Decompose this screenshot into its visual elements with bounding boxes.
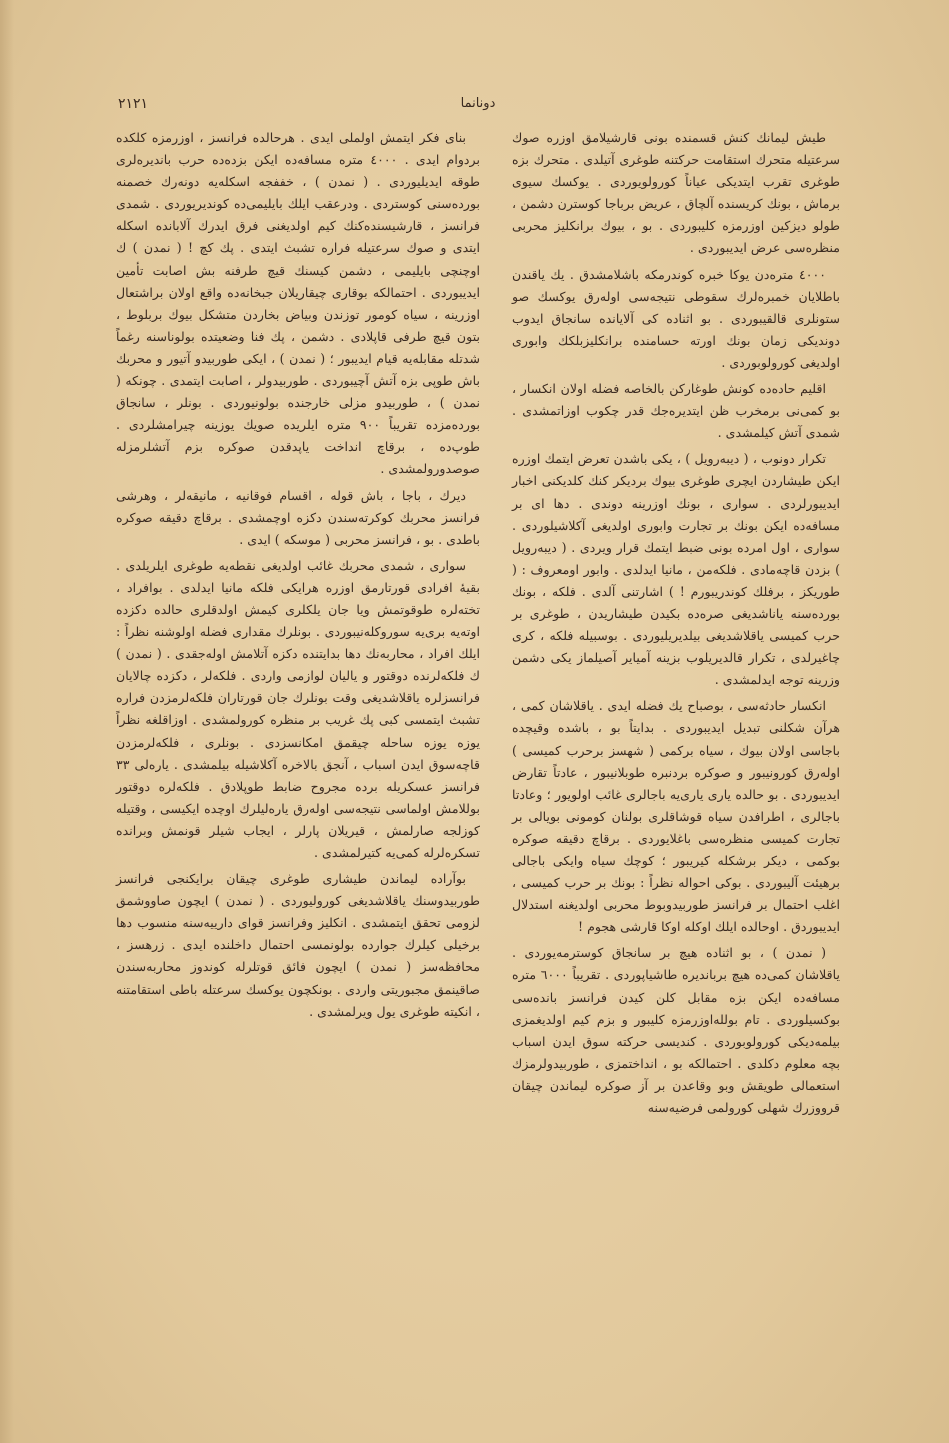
- paragraph: اقلیم حادەده كونش طوغاركن بالخاصه فضله اولان انكسار ، بو كمی‌نی برمخرب ظن ایتدیره‌جك قدر چكوب اوزاتمشدی . شمدی آتش كیلمشدی .: [512, 381, 840, 441]
- paragraph: سواری ، شمدی محربك غائب اولدیغی نقطه‌یه طوغری ایلریلدی . بقیهٔ افرادی قورتارمق اوزره هرایكی فلكه مانیا ایدلدی . بوافراد ، تخته‌لره طوقوتمش ویا جان یلكلری كیمش اولدقلری حالده دكزده اوته‌یه بری‌یه سوروكله‌نیبوردی . بونلرك مقداری فضله اولوشنه نظراً : ایلك افراد ، محاربه‌نك دها بدایتنده دكزه آتلامش اوله‌جقدی . ( نمدن ) ك فلكه‌لرنده دوقتور و یالیان لوازمی واردی . فلكه‌لر ، دكزده چالایان فرانسزلره یاقلاشدیغی وقت بونلرك جان قورتاران فلكه‌لرمزدن فراره تشبث ایتمسی كبی پك غریب بر منظره كورولمشدی . اوزاقلغه نظراً یوزه یوزه ساحله چیقمق امكانسزدی . بونلری ، فلكه‌لرمزدن قاچه‌سوق ایدن اسباب ، آنجق بالاخره آكلاشیله بیلمشدی . یارەلی ٣٣ فرانسز عسكریله برده مجروح ضابط طوپلادق . فلكه‌لره دوقتور بوللامش اولماسی نتیجه‌سی اولەرق یاره‌لیلرك اوچده ایكیسی ، وقتیله كوزلجه صارلمش ، قیریلان پارلر ، ایجاب شیلر قونمش وبرانده تسكره‌لرله كمی‌یه كتیرلمشدی .: [116, 557, 480, 860]
- paragraph: دیرك ، باجا ، باش قوله ، اقسام فوقانیه ، مانیقه‌لر ، وهرشی فرانسز محربك كوكرته‌سندن دكزه اوچمشدی . برقاچ دقیقه صوكره باطدی . بو ، فرانسز محربی ( موسكه ) ایدی .: [116, 487, 480, 547]
- paragraph: بنای فكر ایتمش اولملی ایدی . هرحالده فرانسز ، اوزرمزه كلكده بردوام ایدی . ٤٠٠٠ متره مسافه‌ده ایكن بزده‌ده حرب باندیره‌لری طوقه ایدیلیوردی . ( نمدن ) ، خففجه اسكله‌یه دونه‌رك خصمنه بورده‌سنی كوستردی . ودرعقب ایلك بایلیمی‌ده كوندیریوردی . شمدی فرانسز ، قارشیسنده‌كنك كیم اولدیغنی فرق ایدرك آلابانده اسكله ایتدی و صوك سرعتیله فراره تشبث ایتدی . پك كچ ! ( نمدن ) ك اوچنچی بایلیمی ، دشمن كیسنك قیچ طرفنه بش اصابت تأمین ایدیبوردی . احتمالكه بوقاری چیقاریلان جبخانه‌ده واقع اولان براشتعال اوزرینه ، سیاه كومور توزندن وبیاض بخاردن متشكل بیوك بربلوط ، بتون قیچ طرفی قاپلادی . دشمن ، پك فنا وضعیتده بولوناسنه رغماً شدتله مقابله‌یه قیام ایدیبور ؛ ( نمدن ) ، ایكی طوربیدو آتیور و محربك باش طوپی بزه آتش آچیبوردی . طوربیدولر ، اصابت ایتمدی . چونكه ( نمدن ) ، طوربیدو مزلی خارجنده بولونیوردی . بونلر ، سانجاق بورده‌مزده تقریباً ٩٠٠ متره ایلریده صویك یوزینه چیرامشلردی . طوپ‌ده ، برقاچ انداخت یاپدقدن صوكره بزم آتشلرمزله صوصدورولمشدی .: [116, 130, 480, 477]
- paragraph: ٤٠٠٠ مترەدن یوكا خبره كوندرمكه باشلامشدق . یك یاقندن باطلایان خمبره‌لرك سقوطی نتیجه‌سی اولەرق یوكسك صو ستونلری قالقیبوردی . بو اثناده كی آلایانده سانجاق ایدوب دوندیكی زمان بونك اورته حسامنده برانكلیزبلكك وابوری اولدیغی كورولوبوردی .: [512, 266, 840, 370]
- paragraph: انكسار حادثه‌سی ، بوصباح یك فضله ایدی . یاقلاشان كمی ، هرآن شكلنی تبدیل ایدیبوردی . بدایتاً بو ، باشده وقیچده باجاسی اولان بیوك ، سیاه بركمی ( شهسز برحرب كمیسی ) اولەرق كورونیبور و صوكره بردنبره طوبلانیبور ، عادتاً تقارض ایدیبوردی . بو حالده یاری یاری‌یه باجالری غائب اولویور ؛ وعادتا باجالری ، اطرافدن سیاه قوشاقلری بولنان كومونی بویالی بر تجارت كمیسی منظره‌سی باغلایوردی . برقاچ دقیقه صوكره بوكمی ، دیكر برشكله كیریبور ؛ كوچك سیاه وایكی باجالی برهیئت آلیبوردی . بوكی احواله نظراً : بونك بر حرب كمیسی ، اغلب احتمال بر فرانسز طوربیدوبوط محربی اولدیغنه استدلال ایدیبوردق . اوحالده ایلك اوكله اوكا قارشی هجوم !: [512, 698, 840, 935]
- paragraph: بوآرادە لیماندن طیشاری طوغری چیقان برایكنجی فرانسز طوربیدوسنك یاقلاشدیغی كورولیوردی . ( نمدن ) ایچون صاووشمق لزومی تحقق ایتمشدی . انكلیز وفرانسز قوای دارییه‌سنه منسوب دها برخیلی كیلرك جوارده بولونمسی احتمال داخلنده ایدی . زرهسز ، محافظه‌سز ( نمدن ) ایچون فائق قوتلرله كوندوز محاربه‌سندن صاقینمق مجبوریتی واردی . بونكچون یوكسك سرعتله باطی استقامتنه ، انكیته طوغری یول ویرلمشدی .: [116, 871, 480, 1019]
- paragraph: تكرار دونوب ، ( دیبه‌رویل ) ، یكی باشدن تعرض ایتمك اوزره ایكن طیشاردن ایچری طوغری بیوك بردیكر كنك كلدیكنی اخبار ایدیبورلردی . سواری ، بونك اوزرینه دوندی . دها ای بر مسافه‌ده ایكن بونك بر تجارت وابوری اولدیغی آكلاشیلوردی . سواری ، اول امرده بونی ضبط ایتمك قرار ویردی . ( دیبه‌رویل ) بزدن قاچه‌مادی . فلكه‌من ، مانیا ایدلدی . وابور اومعروف : ( طوریكز ، برفلك كوندریبورم ! ) اشارتنی آلدی . فلكه ، بونك بوردەسنه یاناشدیغی صره‌ده بكیدن طیشاریدن ، طوغری بر حرب كمیسی یاقلاشدیغی بیلدیریلیوردی . بوسبیله فلكه ، كری چاغیرلدی ، تكرار قالدیریلوب بزینه آمیایر آصیلماز یكی دشمن وزرینه توجه ایدلمشدی .: [512, 451, 840, 688]
- page-header: [118, 96, 830, 118]
- page-edge-shadow: [0, 0, 14, 1443]
- page-number: ۲۱۲۱: [118, 96, 149, 112]
- right-column: [512, 127, 840, 1119]
- paragraph: ( نمدن ) ، بو اثناده هیچ بر سانجاق كوسترمه‌یوردی . یاقلاشان كمی‌ده هیچ برباندیره طاشیاپوردی . تقریباً ٦٠٠٠ متره مسافه‌ده ایكن بزه مقابل كلن كیدن فرانسز بانده‌سی بوكسیلوردی . تام بوللەاوزرمزه كلیبور و بزم كیم اولدیغمزی بیلمه‌دیكی كورولوبوردی . كندیسی حركته سوق ایدن اسباب بچه معلوم دكلدی . احتمالكه بو ، انداختمزی ، طوربیدولرمزك استعمالی طویقش وبو وقاعدن بر آز صوكره لیماندن چیقان قرووزرك شهلی كورولمی فرضیه‌سنه: [512, 945, 840, 1116]
- running-title: دونانما: [460, 96, 496, 111]
- paragraph: طیش لیمانك كنش قسمنده بونی قارشیلامق اوزره صوك سرعتیله متحرك استقامت حركتنه طوغری آتیلدی . متحرك بزه طوغری تقرب ایتدیكی عیاناً كورولویوردی . یوكسك سیوی برماش ، بونك كریسنده آلچاق ، عریض برباجا كوسترن دشمن ، طولو دیزكین اوزرمزه كلیبوردی . بو ، بیوك برانكلیز محربی منظره‌سی عرض ایدیبوردی .: [512, 130, 840, 256]
- left-column: [116, 127, 480, 1023]
